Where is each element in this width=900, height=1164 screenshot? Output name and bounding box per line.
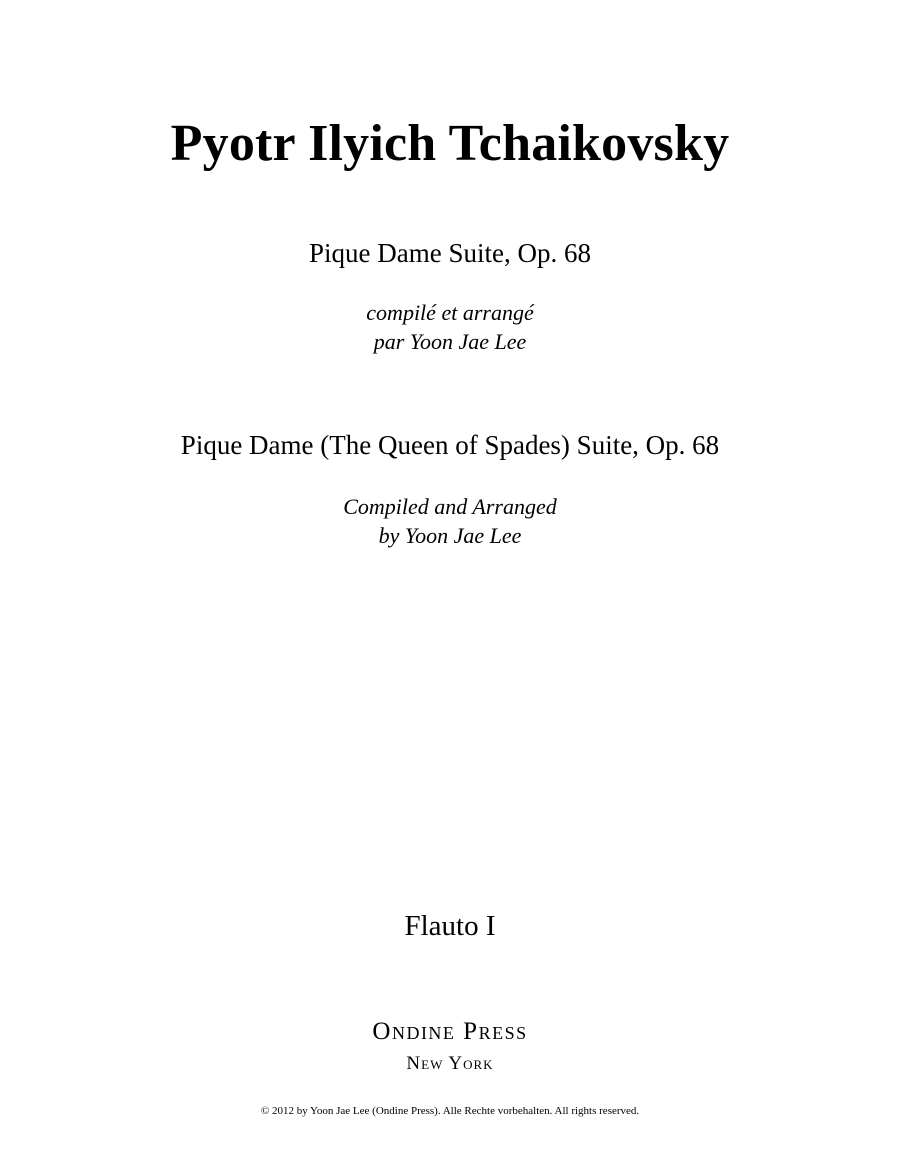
publisher-name: Ondine Press — [372, 1018, 528, 1045]
publisher-city: New York — [406, 1053, 494, 1074]
french-title: Pique Dame Suite, Op. 68 — [309, 238, 591, 268]
french-credit-line-1: compilé et arrangé — [366, 300, 534, 325]
french-credit-line-2: par Yoon Jae Lee — [373, 329, 527, 354]
english-title: Pique Dame (The Queen of Spades) Suite, Op. 68 — [180, 430, 720, 460]
copyright-notice: © 2012 by Yoon Jae Lee (Ondine Press). Alle Rechte vorbehalten. All rights reserved. — [260, 1105, 640, 1117]
english-credit-line-1: Compiled and Arranged — [343, 494, 557, 519]
composer-name: Pyotr Ilyich Tchaikovsky — [170, 115, 730, 172]
english-credit-line-2: by Yoon Jae Lee — [378, 523, 522, 548]
instrument-part: Flauto I — [404, 910, 496, 942]
